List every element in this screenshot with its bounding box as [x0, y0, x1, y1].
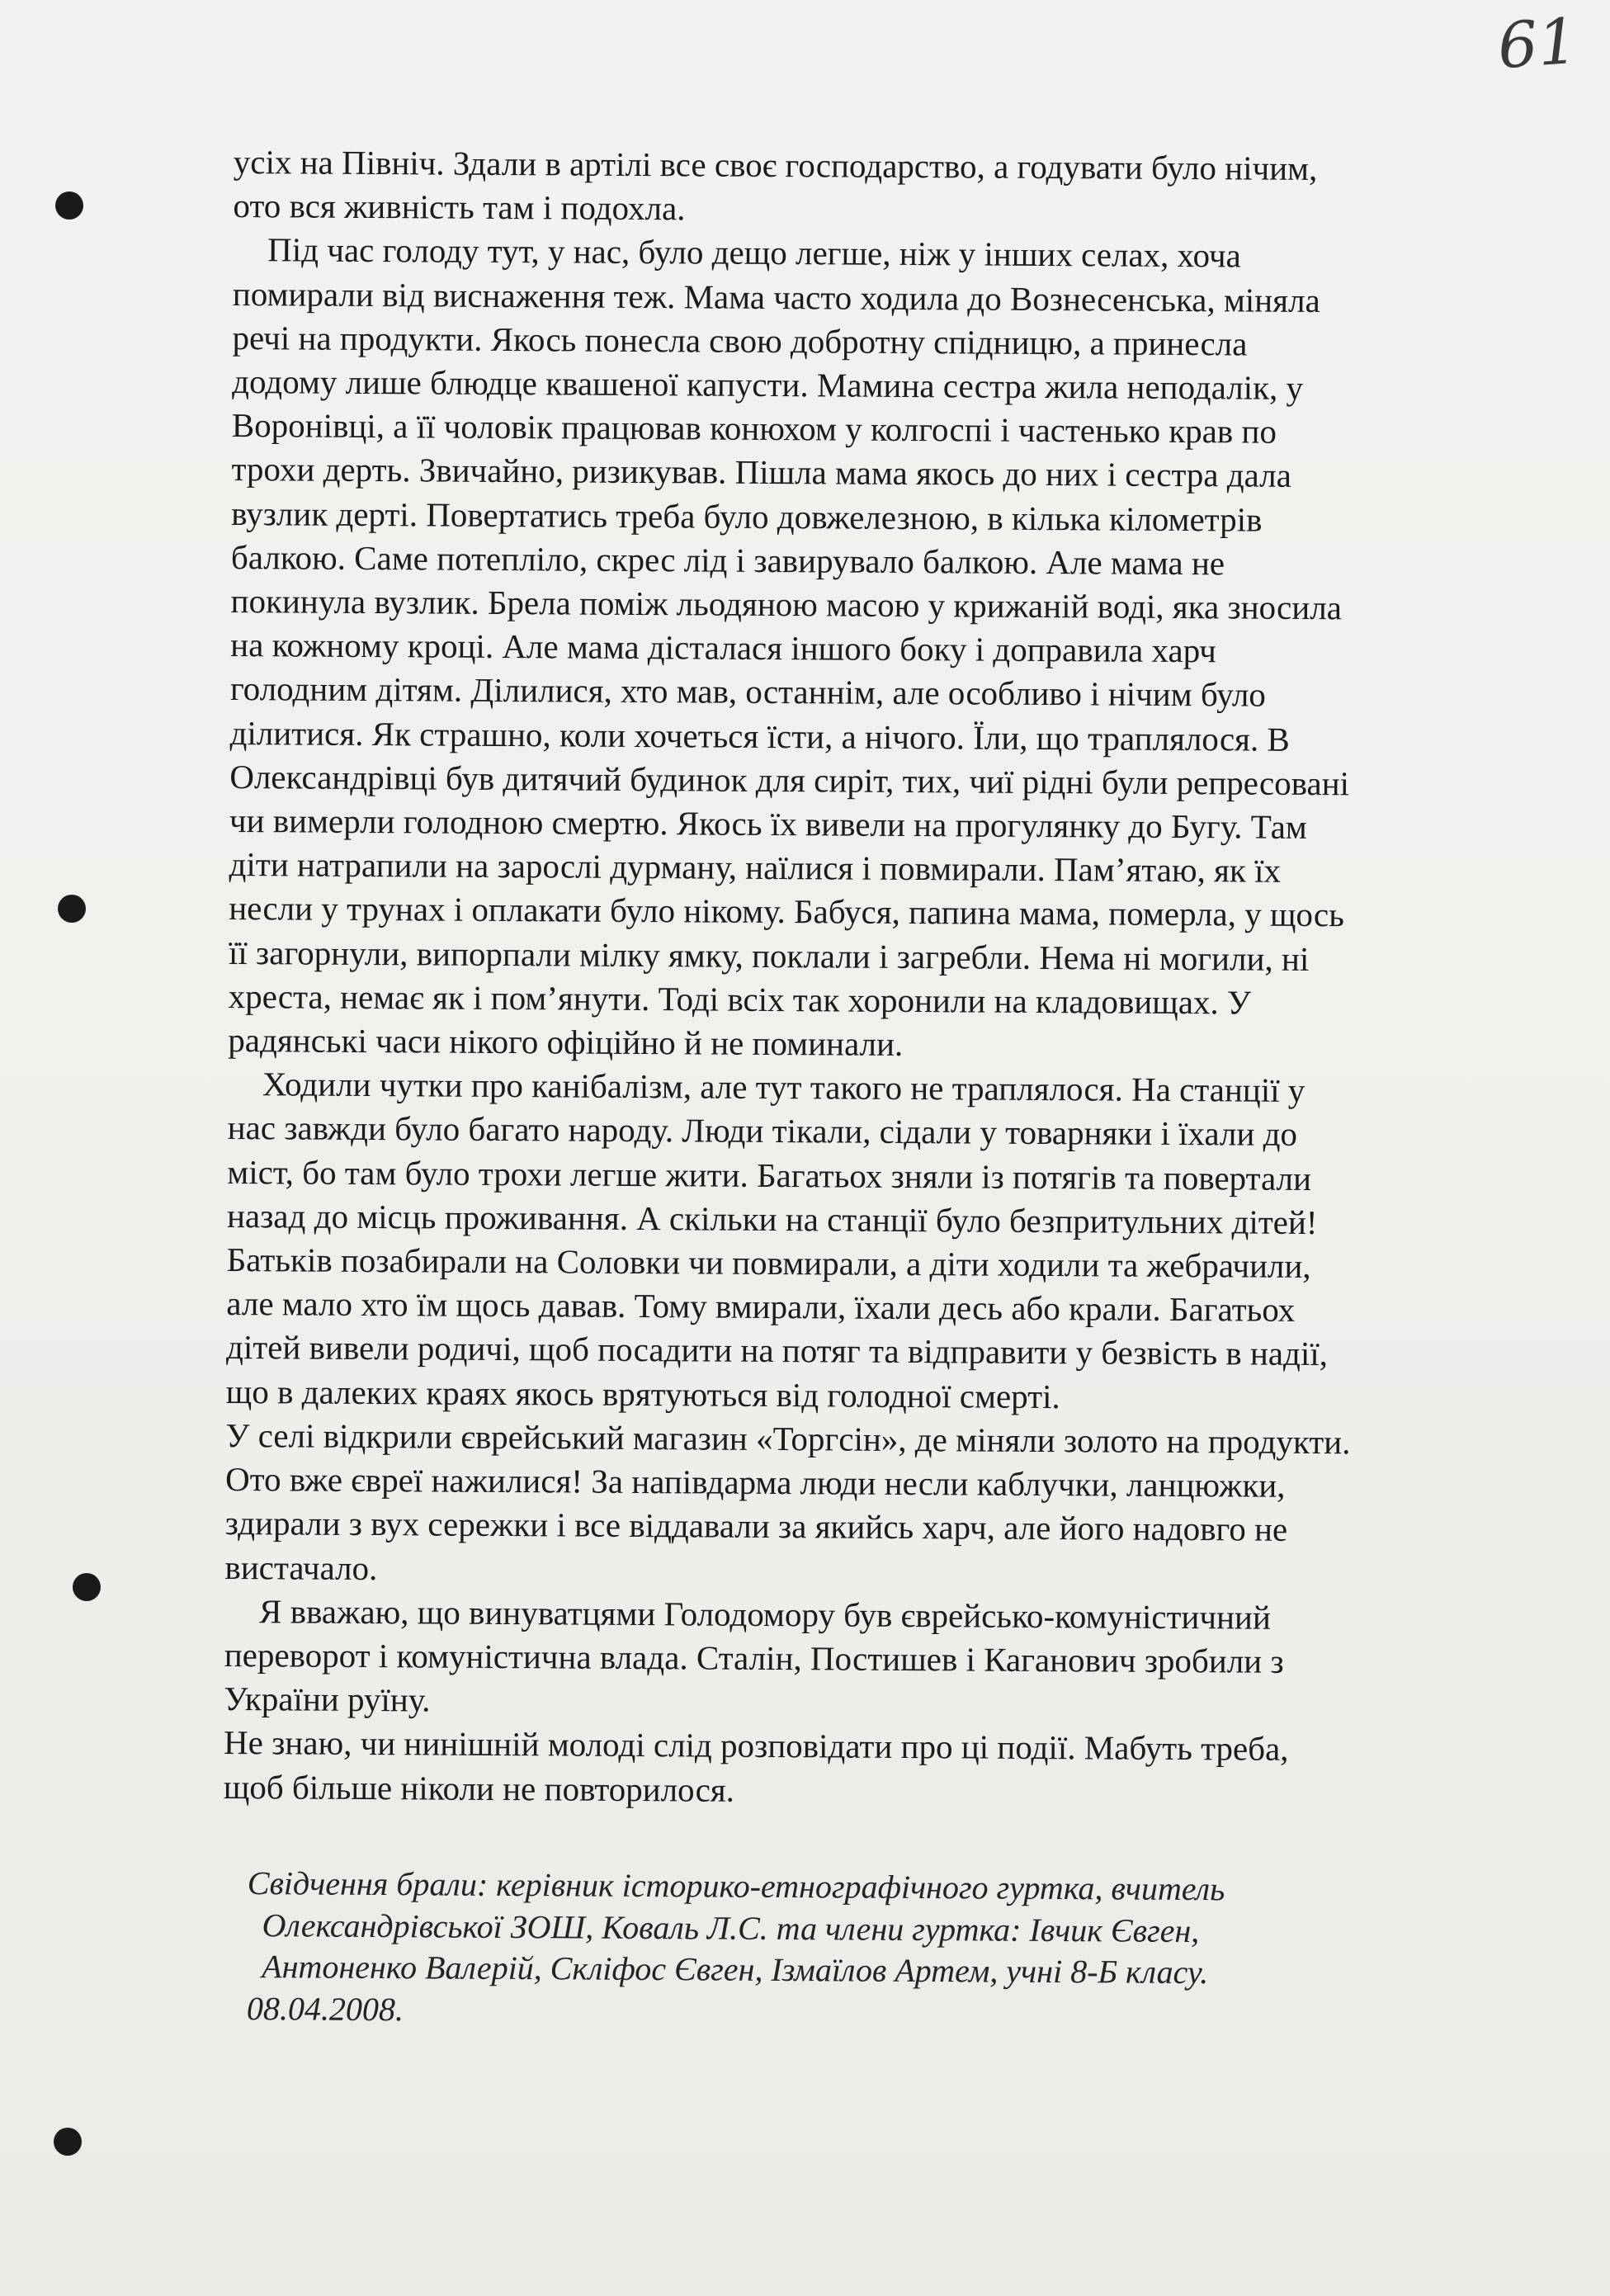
text-line: У селі відкрили єврейський магазин «Торгсін», де міняли золото на продукти. — [225, 1415, 1351, 1462]
credit-line: Антоненко Валерій, Скліфос Євген, Ізмаїлов Артем, учні 8-Б класу. — [262, 1948, 1209, 1991]
text-line: додому лише блюдце квашеної капусти. Мамина сестра жила неподалік, у — [232, 362, 1304, 407]
credit-line: Свідчення брали: керівник історико-етнографічного гуртка, вчитель — [247, 1864, 1225, 1908]
text-line: діти натрапили на зарослі дурману, наїлися і повмирали. Пам’ятаю, як їх — [229, 845, 1282, 891]
text-line: ото вся живність там і подохла. — [233, 187, 686, 228]
text-line: Не знаю, чи нинішній молоді слід розповідати про ці події. Мабуть треба, — [224, 1723, 1289, 1769]
text-line: помирали від виснаження теж. Мама часто ходила до Вознесенська, міняла — [232, 274, 1320, 319]
text-line: Під час голоду тут, у нас, було дещо легше, ніж у інших селах, хоча — [267, 230, 1241, 275]
punch-hole — [58, 895, 86, 923]
text-line: України руїну. — [224, 1679, 431, 1719]
credit-date: 08.04.2008. — [246, 1989, 404, 2028]
text-line: Батьків позабирали на Соловки чи повмирали, а діти ходили та жебрачили, — [226, 1240, 1311, 1286]
credit-line: Олександрівської ЗОШ, Коваль Л.С. та члени гуртка: Івчик Євген, — [262, 1906, 1200, 1949]
text-line: Воронівці, а її чоловік працював конюхом у колгоспі і частенько крав по — [231, 406, 1277, 451]
handwritten-page-number: 61 — [1495, 3, 1580, 83]
text-line: усіх на Північ. Здали в артілі все своє господарство, а годувати було нічим, — [233, 142, 1318, 188]
punch-hole — [54, 2128, 82, 2156]
punch-hole — [55, 191, 83, 220]
text-line: щоб більше ніколи не повторилося. — [223, 1767, 735, 1809]
text-line: вистачало. — [224, 1547, 378, 1587]
text-line: несли у трунах і оплакати було нікому. Бабуся, папина мама, померла, у щось — [229, 889, 1345, 934]
text-line: міст, бо там було трохи легше жити. Багатьох зняли із потягів та повертали — [227, 1152, 1312, 1198]
punch-hole — [73, 1573, 101, 1601]
text-line: Я вважаю, що винуватцями Голодомору був єврейсько-комуністичний — [258, 1591, 1272, 1637]
text-line: здирали з вух сережки і все віддавали за якийсь харч, але його надовго не — [224, 1504, 1288, 1549]
text-line: покинула вузлик. Брела поміж льодяною масою у крижаній воді, яка зносила — [230, 582, 1343, 627]
text-line: чи вимерли голодною смертю. Якось їх вивели на прогулянку до Бугу. Там — [229, 801, 1307, 847]
text-line: хреста, немає як і пом’янути. Тоді всіх так хоронили на кладовищах. У — [228, 976, 1252, 1022]
text-line: назад до місць проживання. А скільки на станції було безпритульних дітей! — [226, 1196, 1318, 1241]
text-line: що в далеких краях якось врятуються від голодної смерті. — [225, 1372, 1060, 1415]
text-line: нас завжди було багато народу. Люди тікали, сідали у товарняки і їхали до — [227, 1108, 1298, 1154]
text-line: її загорнули, випорпали мілку ямку, поклали і загребли. Нема ні могили, ні — [228, 933, 1310, 978]
text-line: на кожному кроці. Але мама дісталася іншого боку і доправила харч — [230, 626, 1216, 670]
text-line: голодним дітям. Ділилися, хто мав, останнім, але особливо і нічим було — [229, 669, 1267, 715]
text-line: дітей вивели родичі, щоб посадити на потяг та відправити у безвість в надії, — [225, 1328, 1329, 1373]
text-line: але мало хто їм щось давав. Тому вмирали, їхали десь або крали. Багатьох — [226, 1284, 1296, 1330]
text-line: ділитися. Як страшно, коли хочеться їсти, а нічого. Їли, що траплялося. В — [229, 713, 1290, 758]
testimony-body — [224, 140, 1525, 1816]
testimony-credits — [247, 1863, 1419, 2037]
text-line: Ходили чутки про канібалізм, але тут такого не траплялося. На станції у — [262, 1065, 1305, 1110]
text-line: переворот і комуністична влада. Сталін, Постишев і Каганович зробили з — [224, 1635, 1284, 1680]
text-line: речі на продукти. Якось понесла свою добротну спідницю, а принесла — [232, 318, 1248, 363]
text-line: Олександрівці був дитячий будинок для сиріт, тих, чиї рідні були репресовані — [229, 757, 1350, 803]
text-line: вузлик дерті. Повертатись треба було довжелезною, в кілька кілометрів — [231, 494, 1263, 539]
text-line: Ото вже євреї нажилися! За напівдарма люди несли каблучки, ланцюжки, — [224, 1460, 1286, 1505]
text-line: трохи дерть. Звичайно, ризикував. Пішла мама якось до них і сестра дала — [231, 450, 1292, 495]
text-line: радянські часи нікого офіційно й не поминали. — [228, 1021, 904, 1064]
text-line: балкою. Саме потепліло, скрес лід і завирувало балкою. Але мама не — [230, 537, 1225, 583]
